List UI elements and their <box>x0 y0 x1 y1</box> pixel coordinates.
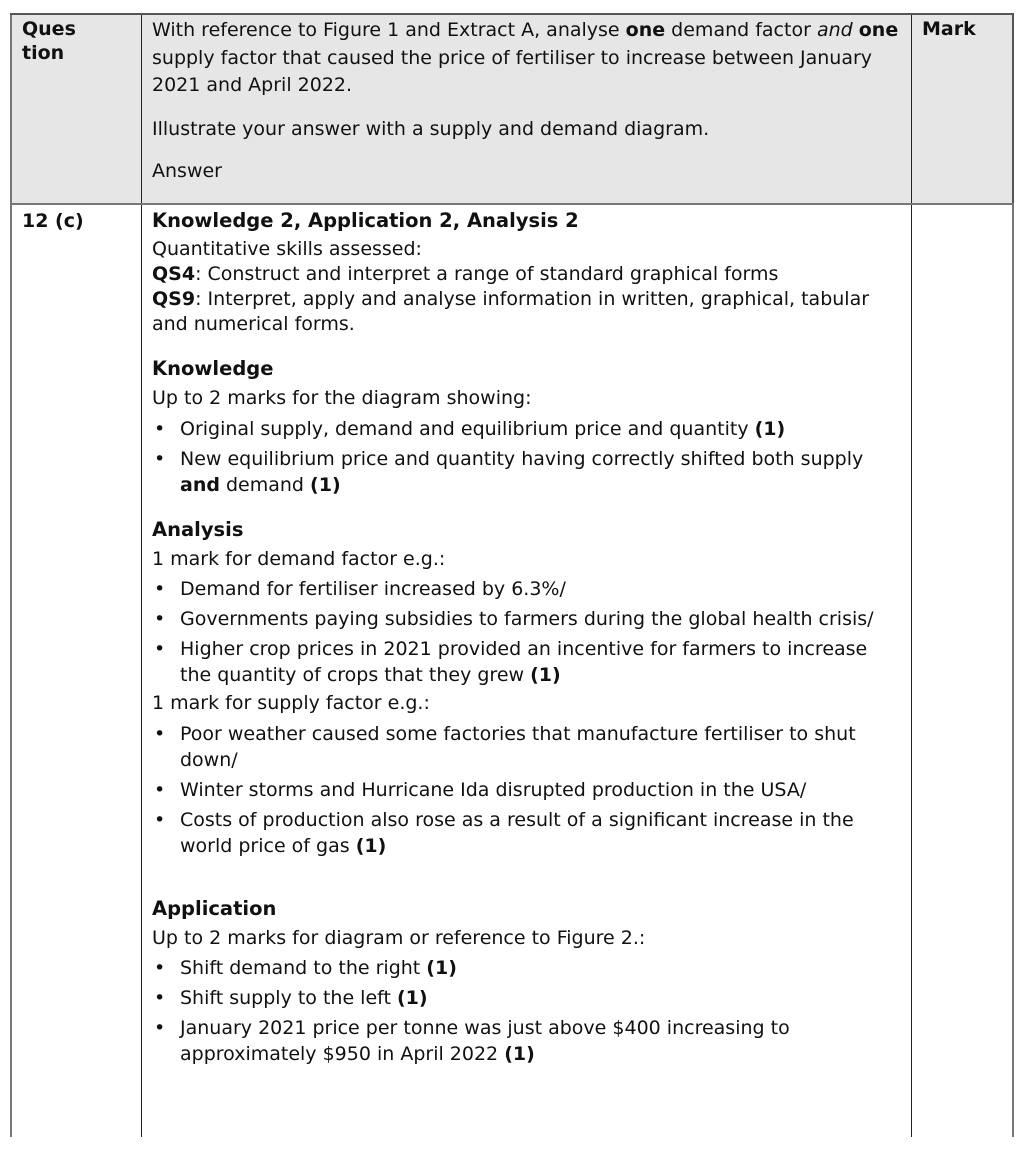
list-item: • Governments paying subsidies to farmers during the global health crisis/ <box>154 608 874 630</box>
application-intro: Up to 2 marks for diagram or reference to Figure 2.: <box>152 926 646 949</box>
question-number-cell <box>10 205 142 1137</box>
list-item: • Demand for fertiliser increased by 6.3%/ <box>154 578 566 600</box>
knowledge-list <box>152 416 901 498</box>
question-number: 12 (c) <box>22 210 84 232</box>
question-text-cell <box>142 15 912 203</box>
list-item: • New equilibrium price and quantity having correctly shifted both supply and demand (1) <box>154 447 864 496</box>
list-item: • Higher crop prices in 2021 provided an incentive for farmers to increase the quantity of crops that they grew (1) <box>154 638 868 686</box>
list-item: • January 2021 price per tonne was just above $400 increasing to approximately $950 in April 2022 (1) <box>154 1017 790 1065</box>
list-item: • Costs of production also rose as a result of a significant increase in the world price of gas (1) <box>154 808 854 857</box>
qs-intro: Quantitative skills assessed: <box>152 238 422 260</box>
qs4-line: QS4: Construct and interpret a range of standard graphical forms <box>152 263 779 285</box>
qs9-line: QS9: Interpret, apply and analyse information in written, graphical, tabular and numerical forms. <box>152 288 870 335</box>
header-row <box>10 13 1014 205</box>
demand-factor-list <box>152 576 901 688</box>
answer-row <box>10 205 1014 1137</box>
question-text: With reference to Figure 1 and Extract A, analyse one demand factor and one supply factor that caused the price of fertiliser to increase between January 2021 and April 2022. <box>152 19 899 96</box>
supply-factor-intro: 1 mark for supply factor e.g.: <box>152 692 430 714</box>
list-item: • Shift supply to the left (1) <box>154 987 428 1009</box>
list-item: • Poor weather caused some factories that manufacture fertiliser to shut down/ <box>154 722 856 771</box>
application-list <box>152 955 901 1067</box>
list-item: • Winter storms and Hurricane Ida disrupted production in the USA/ <box>154 778 807 801</box>
demand-factor-intro: 1 mark for demand factor e.g.: <box>152 547 446 570</box>
mark-cell <box>912 205 1014 1137</box>
list-item: • Original supply, demand and equilibrium price and quantity (1) <box>154 417 786 440</box>
mark-scheme-table <box>10 13 1014 1137</box>
answer-label: Answer <box>152 160 222 182</box>
mark-label: Mark <box>922 18 976 40</box>
question-label: Ques tion <box>22 18 76 64</box>
instruction-text: Illustrate your answer with a supply and demand diagram. <box>152 117 710 140</box>
knowledge-intro: Up to 2 marks for the diagram showing: <box>152 387 532 409</box>
analysis-title: Analysis <box>152 517 244 541</box>
marks-summary: Knowledge 2, Application 2, Analysis 2 <box>152 209 579 232</box>
mark-column-header <box>912 15 1014 203</box>
guidance-cell <box>142 205 912 1137</box>
knowledge-title: Knowledge <box>152 357 274 380</box>
supply-factor-list <box>152 721 901 859</box>
list-item: • Shift demand to the right (1) <box>154 957 457 979</box>
question-column-header <box>10 15 142 203</box>
application-title: Application <box>152 896 277 920</box>
